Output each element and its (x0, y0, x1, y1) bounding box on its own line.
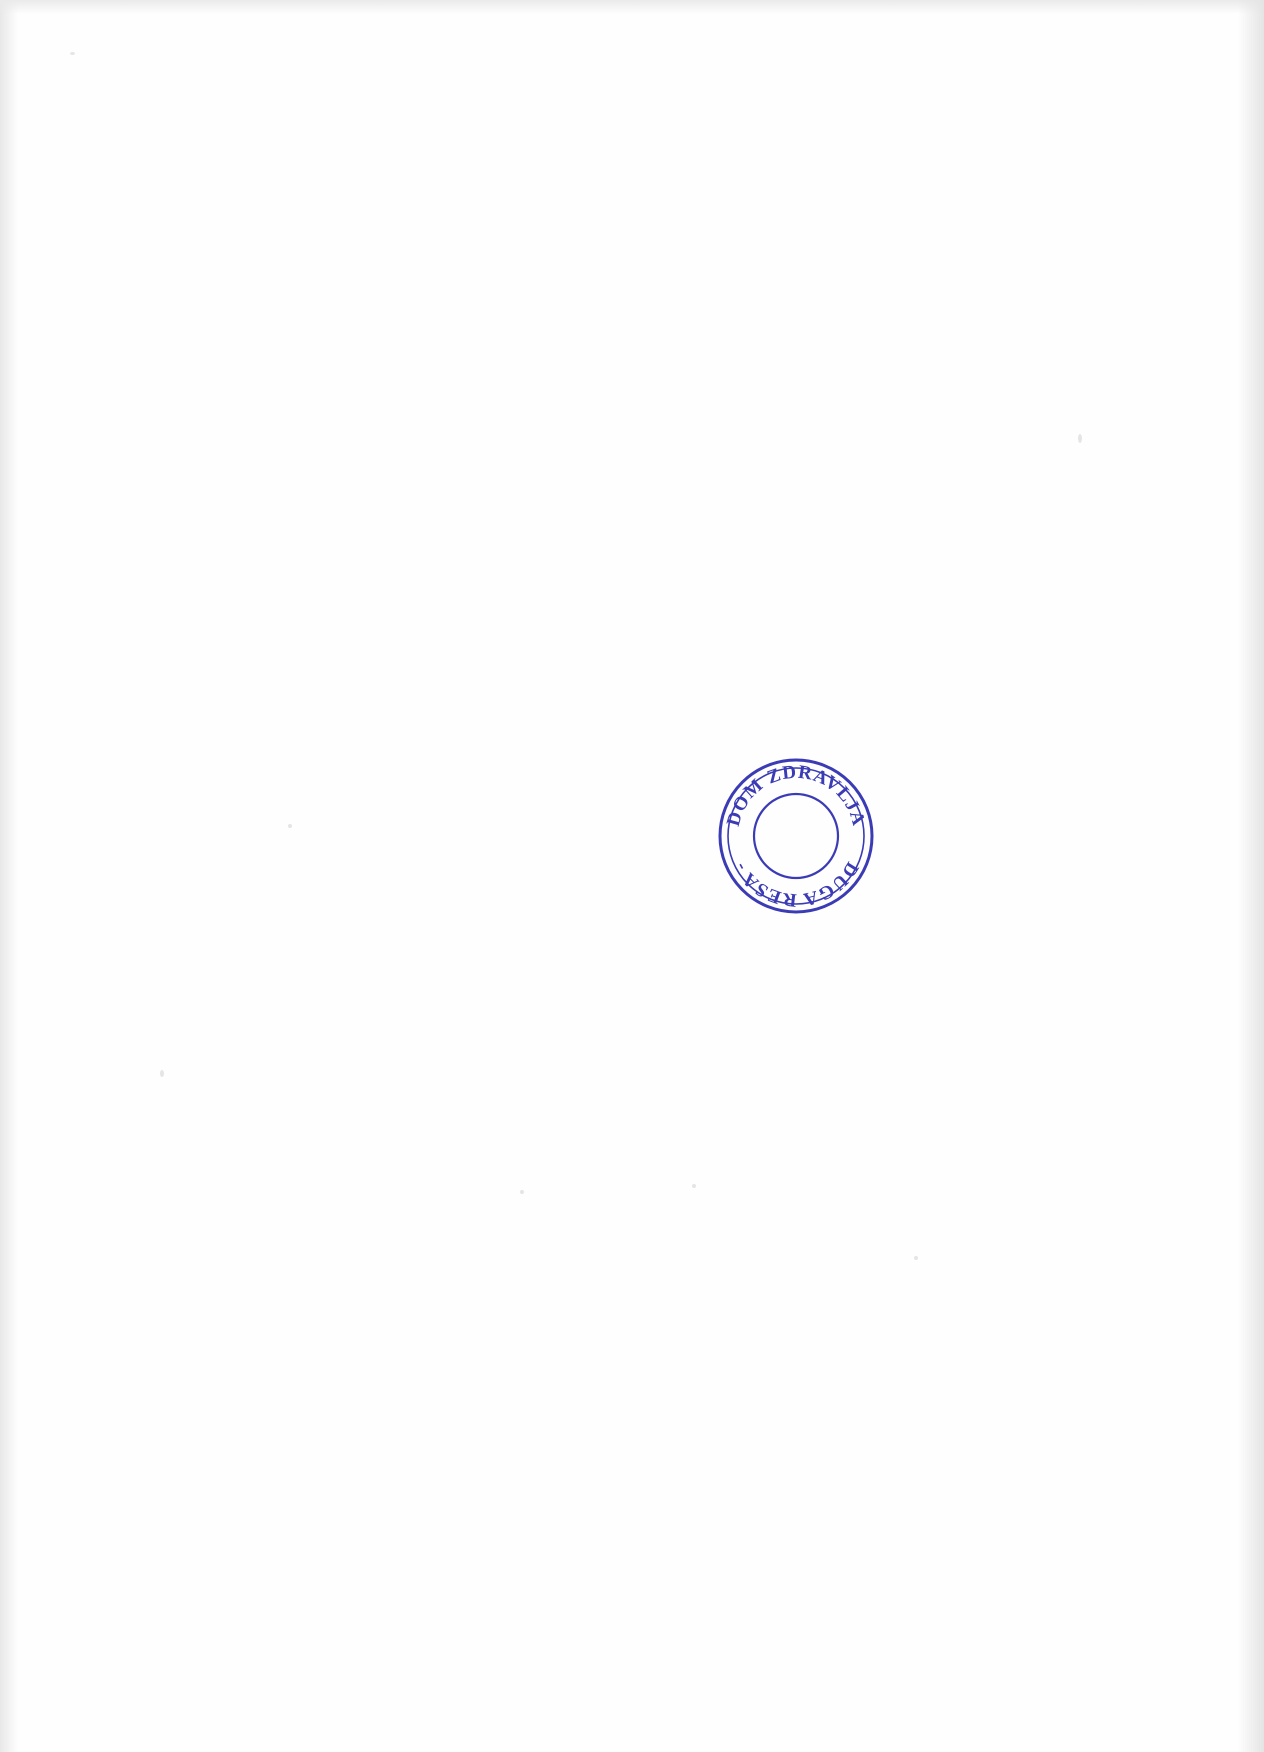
scan-speck (70, 52, 75, 55)
document-body (128, 96, 1128, 911)
page-edge-shadow-left (0, 0, 18, 1752)
scan-speck (160, 1070, 164, 1077)
stamp-text-top: DOM ZDRAVLJA (722, 761, 870, 829)
stamp-text-bottom: DUGA RESA - (729, 858, 863, 911)
page-edge-shadow-top (0, 0, 1264, 14)
official-stamp (716, 756, 876, 916)
scan-speck (288, 824, 292, 828)
page-edge-shadow-right (1238, 0, 1264, 1752)
scan-speck (1078, 434, 1082, 443)
scan-speck (520, 1190, 524, 1194)
scan-speck (692, 1184, 696, 1188)
scan-speck (914, 1256, 918, 1260)
